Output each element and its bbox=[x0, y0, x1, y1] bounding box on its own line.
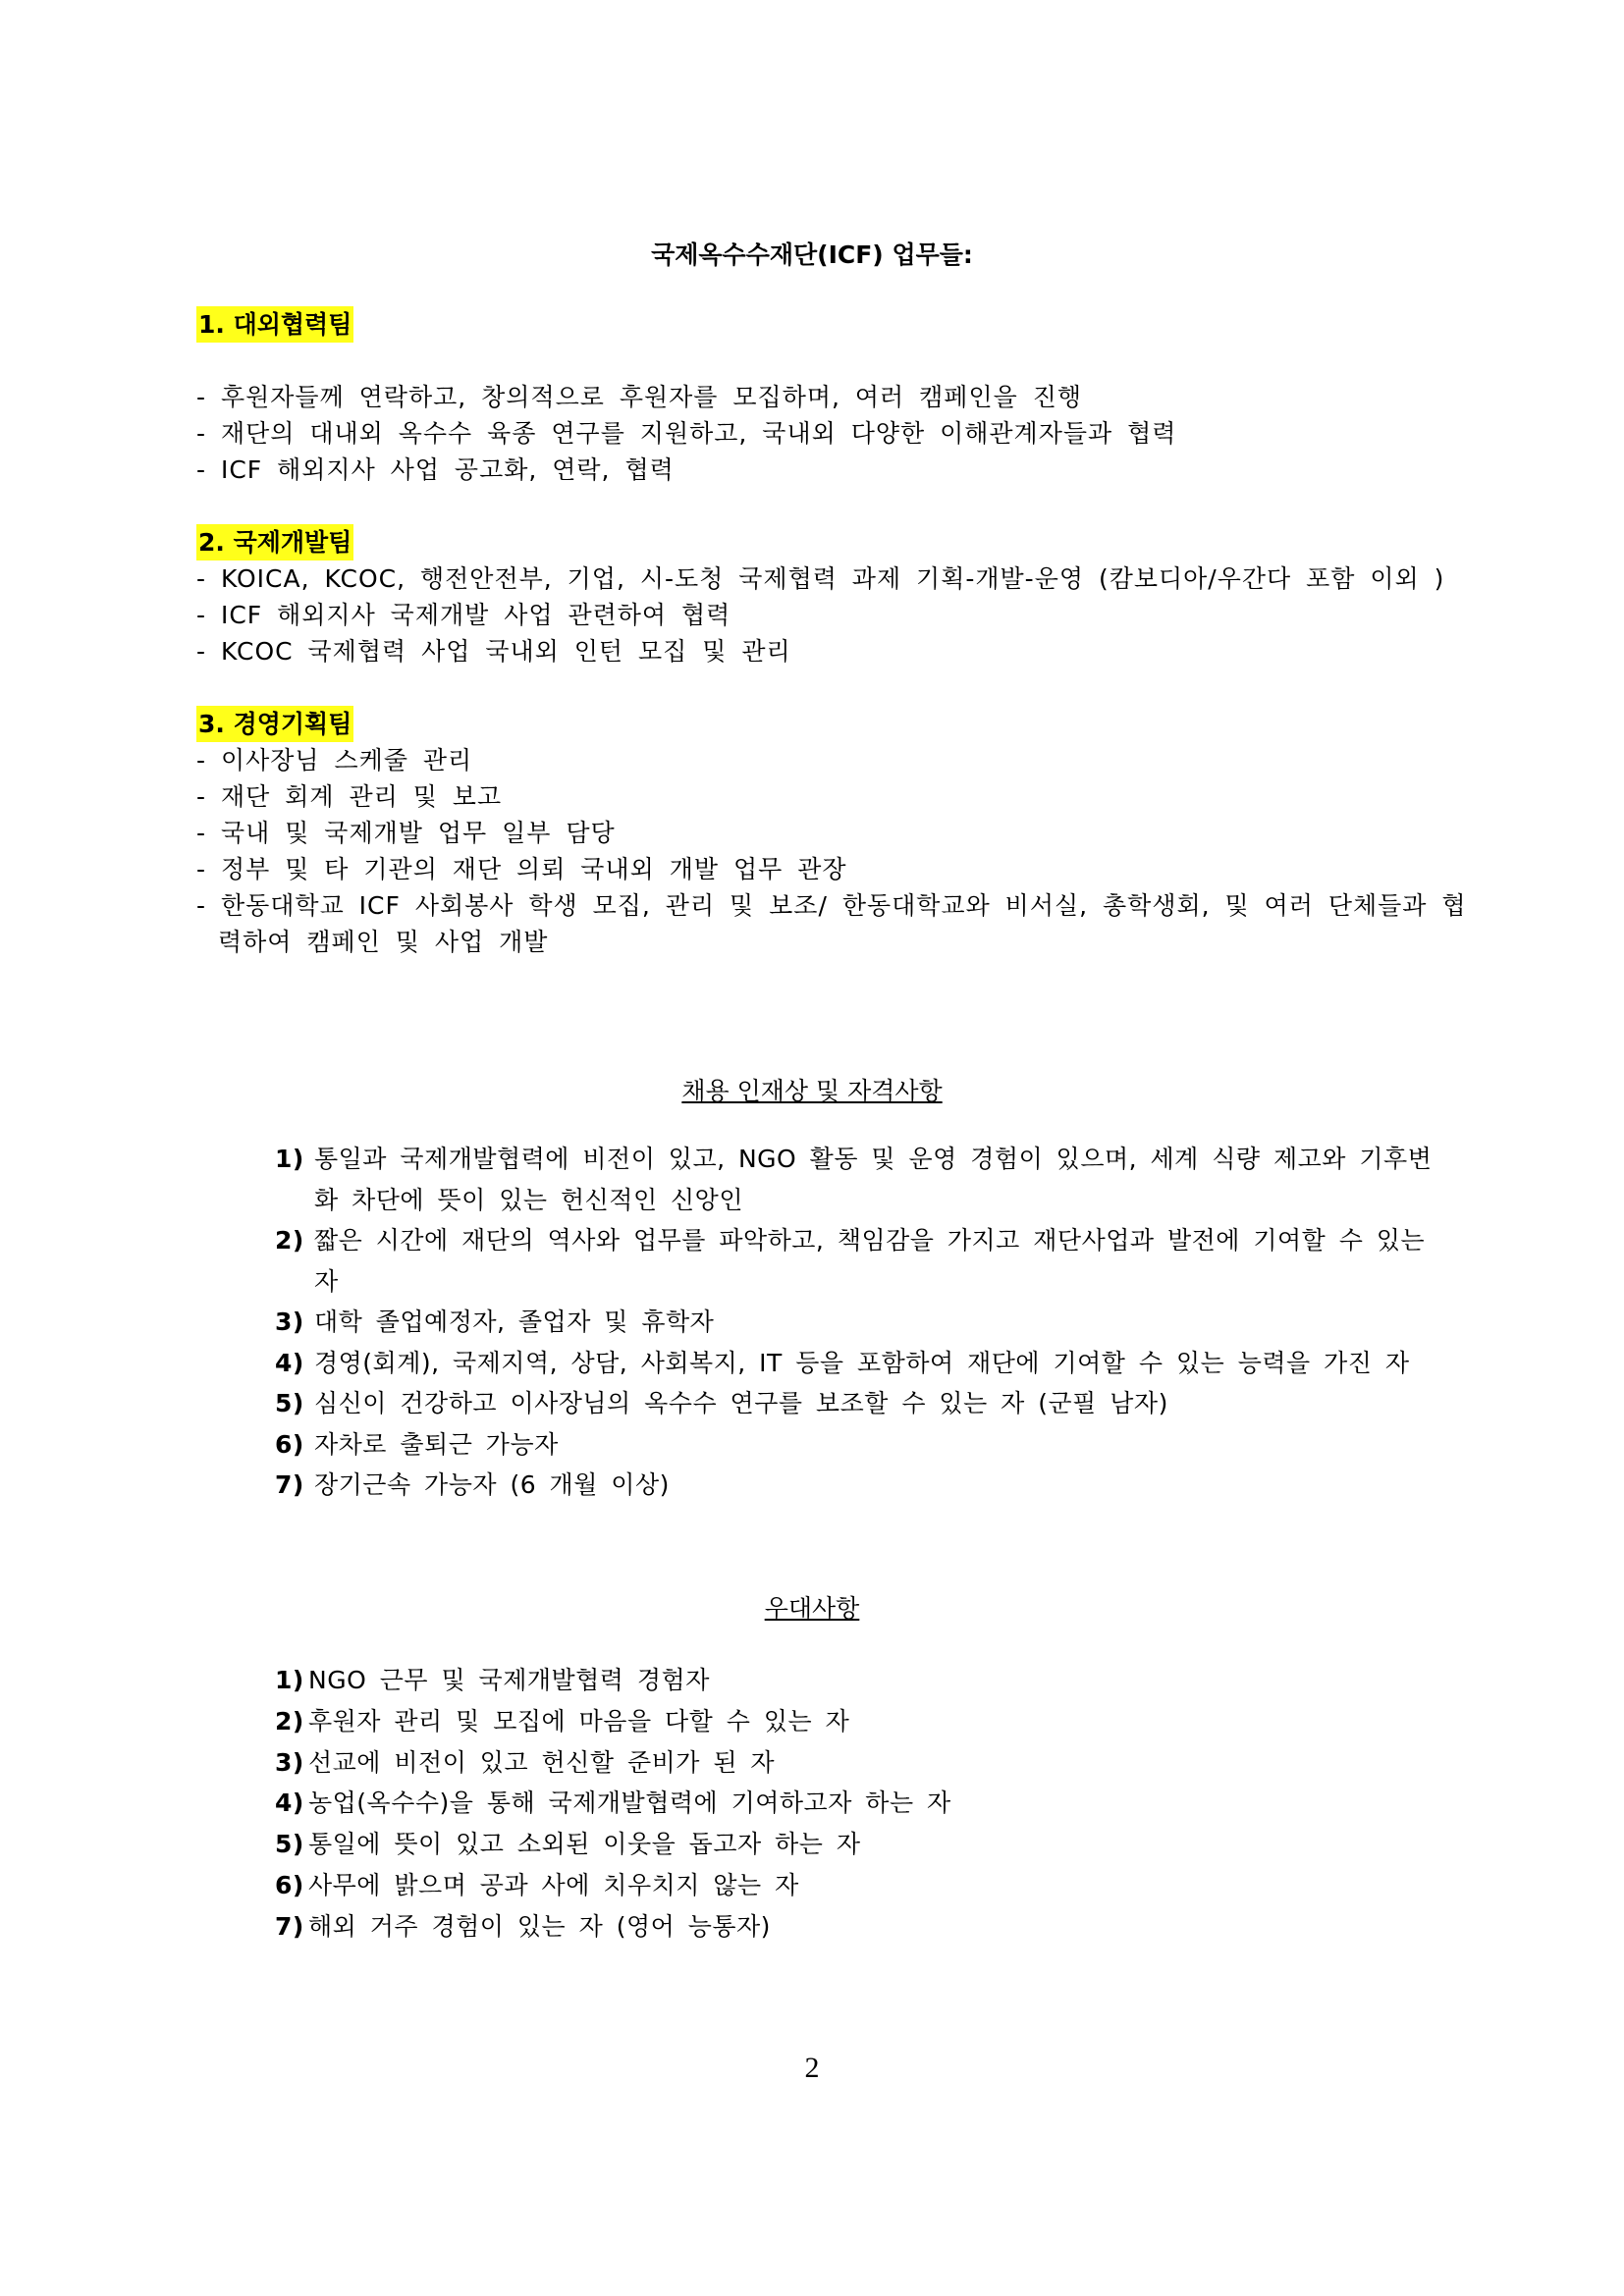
item-text: 해외 거주 경험이 있는 자 (영어 능통자) bbox=[308, 1911, 771, 1941]
preference-item bbox=[275, 1865, 1453, 1906]
section-heading: 2. 국제개발팀 bbox=[196, 524, 353, 561]
item-number: 5) bbox=[275, 1389, 304, 1417]
preference-item bbox=[275, 1906, 1453, 1948]
list-item: - ICF 해외지사 사업 공고화, 연락, 협력 bbox=[196, 455, 675, 484]
item-number: 4) bbox=[275, 1348, 304, 1377]
item-number: 2) bbox=[275, 1706, 304, 1735]
team-sections bbox=[196, 306, 1473, 996]
item-number: 4) bbox=[275, 1789, 304, 1818]
list-item: - 재단 회계 관리 및 보고 bbox=[196, 782, 503, 811]
preferences-title: 우대사항 bbox=[764, 1594, 860, 1623]
list-item: - 정부 및 타 기관의 재단 의뢰 국내외 개발 업무 관장 bbox=[196, 855, 847, 883]
section-international-development bbox=[196, 524, 1473, 669]
list-item: - 이사장님 스케줄 관리 bbox=[196, 746, 473, 774]
requirement-item bbox=[275, 1424, 1453, 1466]
section-items bbox=[196, 561, 1473, 669]
item-text: NGO 근무 및 국제개발협력 경험자 bbox=[308, 1666, 710, 1694]
preference-item bbox=[275, 1783, 1453, 1824]
item-text: 선교에 비전이 있고 헌신할 준비가 된 자 bbox=[308, 1747, 776, 1777]
item-text: 경영(회계), 국제지역, 상담, 사회복지, IT 등을 포함하여 재단에 기여할 수 있는 능력을 가진 자 bbox=[314, 1348, 1410, 1377]
list-item: - 한동대학교 ICF 사회봉사 학생 모집, 관리 및 보조/ 한동대학교와 비서실, 총학생회, 및 여러 단체들과 협력하여 캠페인 및 사업 개발 bbox=[196, 891, 1467, 956]
item-number: 3) bbox=[275, 1308, 304, 1336]
section-items bbox=[196, 379, 1473, 488]
item-text: 대학 졸업예정자, 졸업자 및 휴학자 bbox=[314, 1308, 715, 1336]
section-external-cooperation bbox=[196, 306, 1473, 488]
list-item: - 국내 및 국제개발 업무 일부 담당 bbox=[196, 819, 616, 847]
section-heading: 1. 대외협력팀 bbox=[196, 306, 353, 343]
item-number: 6) bbox=[275, 1429, 304, 1459]
item-number: 7) bbox=[275, 1911, 304, 1941]
preference-item bbox=[275, 1824, 1453, 1865]
requirement-item bbox=[275, 1383, 1453, 1424]
item-text: 심신이 건강하고 이사장님의 옥수수 연구를 보조할 수 있는 자 (군필 남자) bbox=[314, 1389, 1168, 1417]
item-text: 농업(옥수수)을 통해 국제개발협력에 기여하고자 하는 자 bbox=[308, 1789, 951, 1818]
requirement-item bbox=[275, 1220, 1453, 1302]
item-text: 통일과 국제개발협력에 비전이 있고, NGO 활동 및 운영 경험이 있으며, 세계 식량 제고와 기후변화 차단에 뜻이 있는 헌신적인 신앙인 bbox=[314, 1145, 1433, 1214]
document-title: 국제옥수수재단(ICF) 업무들: bbox=[651, 240, 973, 269]
requirements-title: 채용 인재상 및 자격사항 bbox=[681, 1077, 943, 1105]
item-text: 통일에 뜻이 있고 소외된 이웃을 돕고자 하는 자 bbox=[308, 1830, 861, 1859]
list-item: - 재단의 대내외 옥수수 육종 연구를 지원하고, 국내외 다양한 이해관계자들과 협력 bbox=[196, 419, 1177, 448]
requirement-item bbox=[275, 1465, 1453, 1506]
requirement-item bbox=[275, 1343, 1453, 1384]
requirements-list bbox=[275, 1139, 1453, 1506]
section-items bbox=[196, 742, 1473, 960]
preferences-list bbox=[275, 1660, 1453, 1948]
list-item: - KCOC 국제협력 사업 국내외 인턴 모집 및 관리 bbox=[196, 637, 791, 666]
item-number: 2) bbox=[275, 1226, 304, 1255]
requirement-item bbox=[275, 1302, 1453, 1343]
item-text: 장기근속 가능자 (6 개월 이상) bbox=[314, 1470, 670, 1499]
item-number: 1) bbox=[275, 1666, 304, 1694]
item-number: 6) bbox=[275, 1870, 304, 1899]
page-number: 2 bbox=[804, 2052, 820, 2084]
list-item: - ICF 해외지사 국제개발 사업 관련하여 협력 bbox=[196, 601, 731, 629]
preference-item bbox=[275, 1742, 1453, 1784]
item-text: 자차로 출퇴근 가능자 bbox=[314, 1429, 559, 1459]
item-text: 짧은 시간에 재단의 역사와 업무를 파악하고, 책임감을 가지고 재단사업과 발전에 기여할 수 있는 자 bbox=[314, 1226, 1426, 1296]
list-item: - 후원자들께 연락하고, 창의적으로 후원자를 모집하며, 여러 캠페인을 진행 bbox=[196, 383, 1082, 411]
preference-item bbox=[275, 1701, 1453, 1742]
preference-item bbox=[275, 1660, 1453, 1701]
item-text: 후원자 관리 및 모집에 마음을 다할 수 있는 자 bbox=[308, 1706, 850, 1735]
section-management-planning bbox=[196, 706, 1473, 960]
requirement-item bbox=[275, 1139, 1453, 1220]
list-item: - KOICA, KCOC, 행전안전부, 기업, 시-도청 국제협력 과제 기획-개발-운영 (캄보디아/우간다 포함 이외 ) bbox=[196, 564, 1445, 593]
item-number: 5) bbox=[275, 1830, 304, 1859]
section-heading: 3. 경영기획팀 bbox=[196, 706, 353, 742]
item-number: 3) bbox=[275, 1747, 304, 1777]
item-number: 7) bbox=[275, 1470, 304, 1499]
item-number: 1) bbox=[275, 1145, 304, 1173]
item-text: 사무에 밝으며 공과 사에 치우치지 않는 자 bbox=[308, 1870, 799, 1899]
